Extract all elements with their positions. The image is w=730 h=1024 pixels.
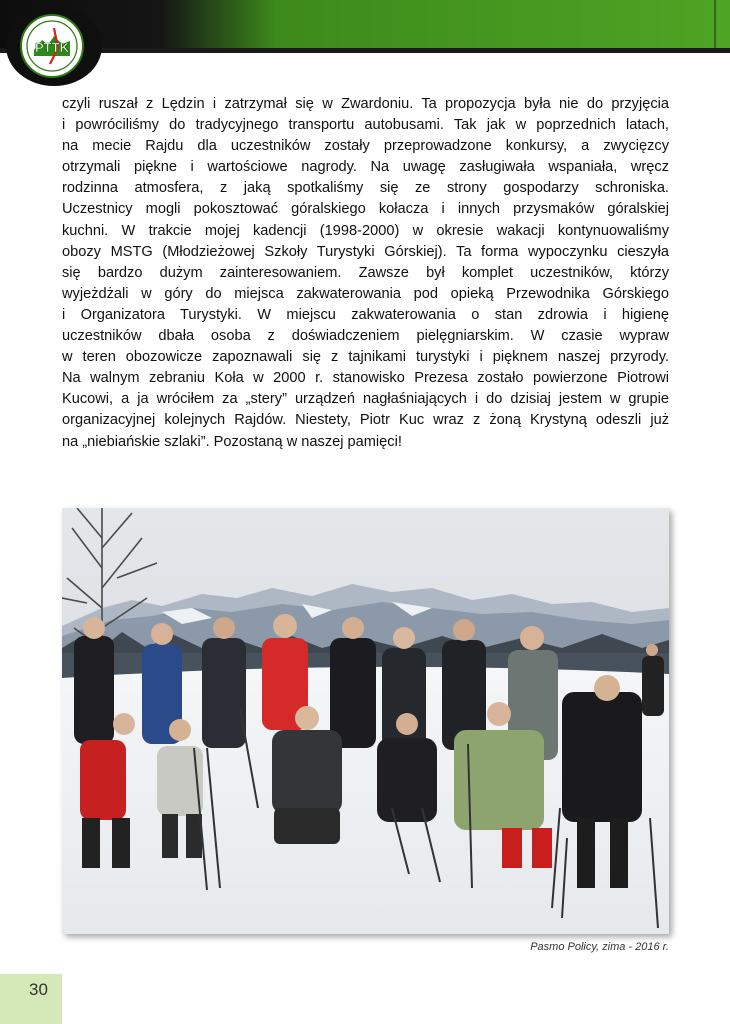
header-accent [714, 0, 716, 48]
photo-illustration [62, 508, 669, 934]
article-line: i powróciliśmy do tradycyjnego transportu autobusami. Tak jak w poprzednich latach, [62, 117, 669, 134]
article-line: otrzymali piękne i wartościowe nagrody. Na uwagę zasługiwała wspaniała, wręcz [62, 159, 669, 176]
logo-text: PTTK [35, 40, 69, 55]
article-line: rodzinna atmosfera, z jaką spotkaliśmy się ze strony gospodarzy schroniska. [62, 180, 669, 197]
article-line: Kucowi, a ja wróciłem za „stery” urządzeń nagłaśniających i do dzisiaj jestem w grupie [62, 391, 669, 408]
article-line: Uczestnicy mogli pokosztować góralskiego kołacza i innych przysmaków góralskiej [62, 201, 669, 218]
article-line: i Organizatora Turystyki. W miejscu zakwaterowania o stan zdrowia i higienę [62, 306, 669, 323]
article-line: na mecie Rajdu dla uczestników zostały przeprowadzone konkursy, a zwycięzcy [62, 138, 669, 155]
article-line: uczestników dbała osoba z doświadczeniem pielęgniarskim. W czasie wypraw [62, 328, 669, 345]
header-divider [0, 48, 730, 53]
photo-caption: Pasmo Policy, zima - 2016 r. [530, 941, 669, 953]
article-line: czyli ruszał z Lędzin i zatrzymał się w Zwardoniu. Ta propozycja była nie do przyjęcia [62, 96, 669, 112]
article-body [62, 94, 669, 453]
group-photo [62, 508, 669, 934]
pttk-logo [20, 14, 84, 78]
page-number: 30 [29, 980, 48, 999]
article-line: kuchni. W trakcie mojej kadencji (1998-2000) w okresie wakacji kontynuowaliśmy [62, 222, 669, 239]
article-line: się bardzo dużym zainteresowaniem. Zawsze był komplet uczestników, którzy [62, 264, 669, 281]
article-line: wyjeżdżali w góry do miejsca zakwaterowania pod opieką Przewodnika Górskiego [62, 285, 669, 302]
article-line: obozy MSTG (Młodzieżowej Szkoły Turystyki Górskiej). Ta forma wypoczynku cieszyła [62, 243, 669, 260]
header-band [0, 0, 730, 48]
article-line: Na walnym zebraniu Koła w 2000 r. stanowisko Prezesa zostało powierzone Piotrowi [62, 370, 669, 387]
article-line: na „niebiańskie szlaki”. Pozostaną w naszej pamięci! [62, 433, 402, 450]
article-line: organizacyjnej kolejnych Rajdów. Niestety, Piotr Kuc wraz z żoną Krystyną odeszli już [62, 412, 669, 429]
article-line: w teren obozowicze zapoznawali się z tajnikami turystyki i pięknem naszej przyrody. [62, 349, 669, 366]
